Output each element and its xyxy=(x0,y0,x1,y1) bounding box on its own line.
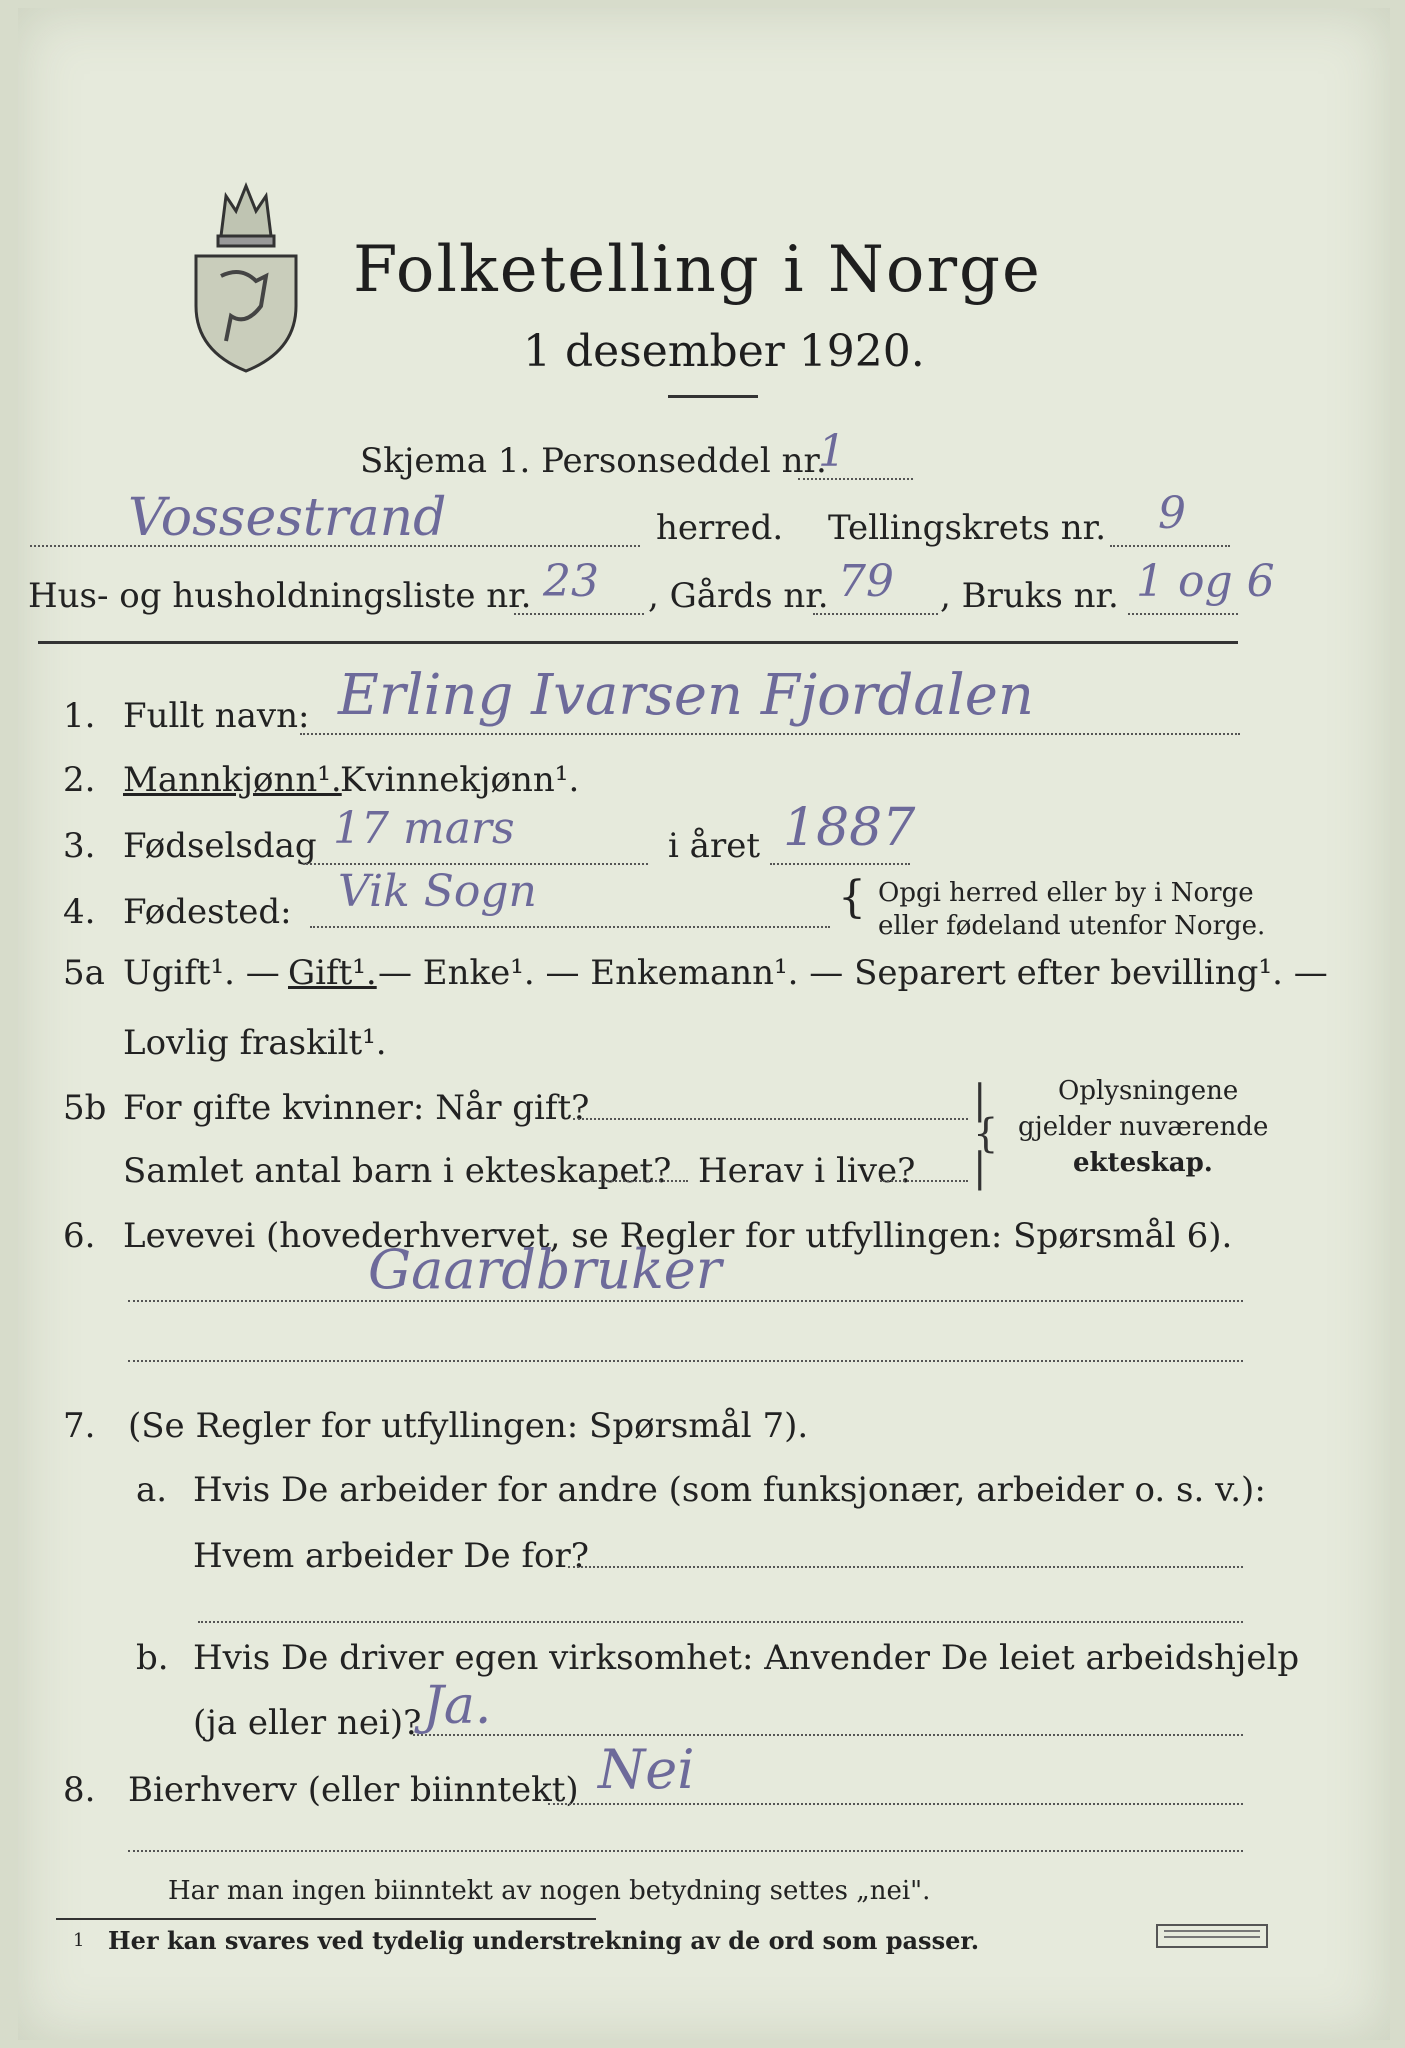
bruks-value[interactable]: 1 og 6 xyxy=(1136,556,1275,607)
q7-number: 7. xyxy=(63,1406,96,1446)
q3-year-label: i året xyxy=(668,826,760,866)
q6-number: 6. xyxy=(63,1216,96,1256)
form-title: Folketelling i Norge xyxy=(353,233,1042,307)
q5a-fraskilt[interactable]: Lovlig fraskilt¹. xyxy=(123,1023,387,1063)
q5a-number: 5a xyxy=(63,953,105,993)
q3-year-line xyxy=(770,863,910,865)
q5a-rest[interactable]: — Enke¹. — Enkemann¹. — Separert efter bevilling¹. — xyxy=(378,953,1328,993)
q1-value[interactable]: Erling Ivarsen Fjordalen xyxy=(338,663,1034,728)
q7a-number: a. xyxy=(136,1470,168,1510)
q3-label: Fødselsdag xyxy=(123,826,317,866)
footer-note: Har man ingen biinntekt av nogen betydning settes „nei". xyxy=(168,1876,931,1906)
q8-number: 8. xyxy=(63,1770,96,1810)
q4-value[interactable]: Vik Sogn xyxy=(338,866,537,917)
herred-label: herred. xyxy=(656,508,784,548)
q2-male[interactable]: Mannkjønn¹. xyxy=(123,760,342,800)
q5a-ugift[interactable]: Ugift¹. — xyxy=(123,953,280,993)
q1-label: Fullt navn: xyxy=(123,696,310,736)
printer-stamp xyxy=(1156,1924,1268,1948)
coat-of-arms-icon xyxy=(186,166,306,376)
q5b-note-1: Oplysningene xyxy=(1058,1076,1239,1106)
q4-number: 4. xyxy=(63,892,96,932)
hus-label: Hus- og husholdningsliste nr. xyxy=(28,576,532,616)
q2-female[interactable]: Kvinnekjønn¹. xyxy=(340,760,580,800)
q7b-value[interactable]: Ja. xyxy=(423,1676,492,1736)
q5b-herav-line xyxy=(880,1180,968,1182)
tellingskrets-value[interactable]: 9 xyxy=(1158,488,1186,539)
hus-line xyxy=(514,613,644,615)
q3-line xyxy=(303,863,648,865)
q4-note-1: Opgi herred eller by i Norge xyxy=(878,878,1254,908)
q6-label: Levevei (hovederhvervet, se Regler for utfyllingen: Spørsmål 6). xyxy=(123,1216,1233,1256)
q6-line-2 xyxy=(128,1360,1243,1362)
q5b-herav-label: Herav i live? xyxy=(698,1151,916,1191)
q7b-jn-label: (ja eller nei)? xyxy=(193,1703,422,1743)
footnote-divider xyxy=(56,1918,596,1920)
q1-number: 1. xyxy=(63,696,96,736)
form-date: 1 desember 1920. xyxy=(523,326,925,377)
q7a-label: Hvis De arbeider for andre (som funksjonær, arbeider o. s. v.): xyxy=(193,1470,1266,1510)
q4-label: Fødested: xyxy=(123,892,292,932)
q7a-line-1 xyxy=(568,1566,1243,1568)
q3-value[interactable]: 17 mars xyxy=(333,803,515,854)
q8-line xyxy=(548,1803,1243,1805)
q7-label: (Se Regler for utfyllingen: Spørsmål 7). xyxy=(128,1406,809,1446)
title-divider xyxy=(668,395,758,398)
header-separator xyxy=(38,641,1238,644)
q5b-line xyxy=(573,1118,968,1120)
q7a-who-label: Hvem arbeider De for? xyxy=(193,1536,589,1576)
q8-line-2 xyxy=(128,1850,1243,1852)
q3-number: 3. xyxy=(63,826,96,866)
footnote-text: Her kan svares ved tydelig understrekning av de ord som passer. xyxy=(108,1926,980,1955)
q5b-brace: | { | xyxy=(973,1077,999,1191)
q4-line xyxy=(310,926,830,928)
gaards-label: , Gårds nr. xyxy=(648,576,829,616)
schema-label: Skjema 1. Personseddel nr. xyxy=(360,441,827,481)
q1-line xyxy=(300,733,1240,735)
hus-value[interactable]: 23 xyxy=(543,556,599,607)
bruks-label: , Bruks nr. xyxy=(940,576,1119,616)
schema-nr-value[interactable]: 1 xyxy=(818,426,846,477)
q5b-label: For gifte kvinner: Når gift? xyxy=(123,1088,590,1128)
q5b-note-2: gjelder nuværende xyxy=(1018,1112,1269,1142)
q7a-line-2 xyxy=(198,1621,1243,1623)
tellingskrets-line xyxy=(1110,545,1230,547)
q5b-children-label: Samlet antal barn i ekteskapet? xyxy=(123,1151,672,1191)
schema-nr-line xyxy=(798,478,913,480)
q5b-children-line xyxy=(588,1180,688,1182)
q5b-note-3: ekteskap. xyxy=(1073,1148,1213,1178)
gaards-line xyxy=(813,613,938,615)
footnote-number: 1 xyxy=(73,1930,85,1951)
q7b-line xyxy=(413,1734,1243,1736)
tellingskrets-label: Tellingskrets nr. xyxy=(828,508,1107,548)
census-form xyxy=(18,8,1390,2040)
gaards-value[interactable]: 79 xyxy=(838,556,894,607)
q5a-gift[interactable]: Gift¹. xyxy=(288,953,377,993)
bruks-line xyxy=(1128,613,1238,615)
q3-year-value[interactable]: 1887 xyxy=(783,798,916,858)
q4-note-2: eller fødeland utenfor Norge. xyxy=(878,911,1266,941)
q8-value[interactable]: Nei xyxy=(598,1738,695,1801)
q8-label: Bierhverv (eller biinntekt) xyxy=(128,1770,579,1810)
q7b-label: Hvis De driver egen virksomhet: Anvender De leiet arbeidshjelp xyxy=(193,1638,1300,1678)
q6-value[interactable]: Gaardbruker xyxy=(368,1238,722,1301)
q5b-number: 5b xyxy=(63,1088,107,1128)
q2-number: 2. xyxy=(63,760,96,800)
q7b-number: b. xyxy=(136,1638,169,1678)
q4-brace: { xyxy=(838,872,866,923)
herred-value[interactable]: Vossestrand xyxy=(128,488,447,548)
